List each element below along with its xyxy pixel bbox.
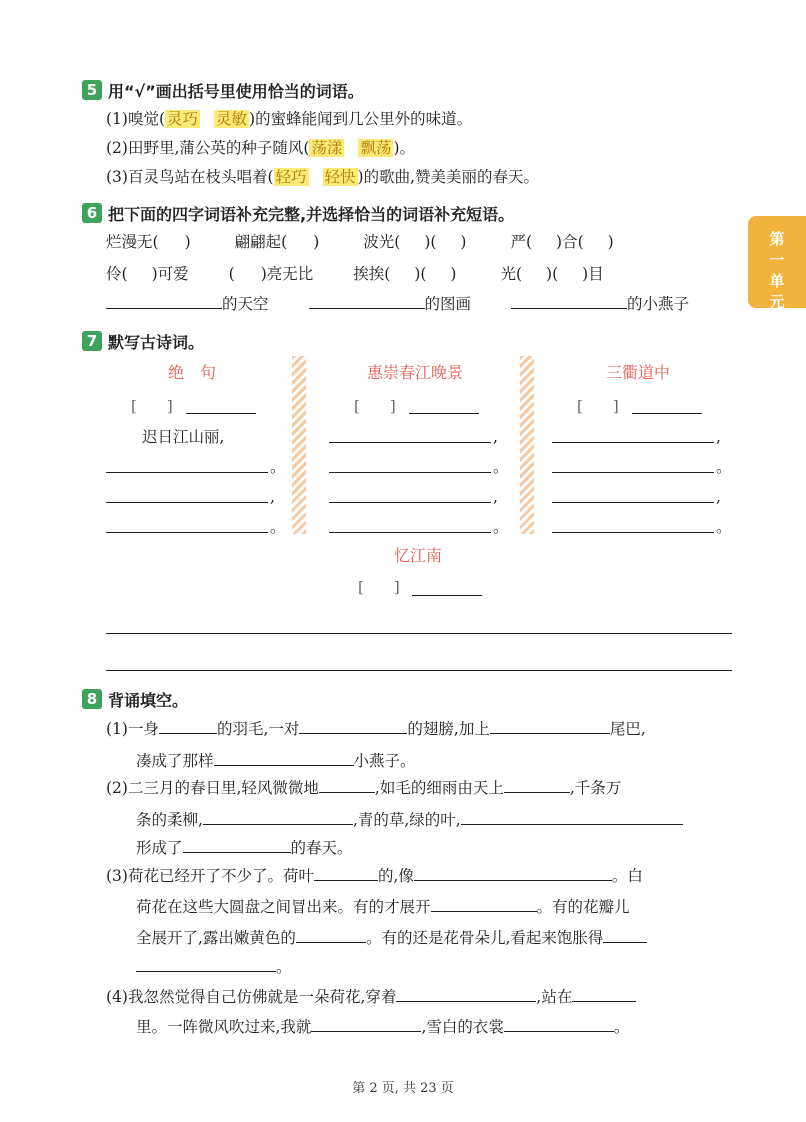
fill-text: (1)一身 (106, 720, 159, 738)
fill-text: 。有的还是花骨朵儿,看起来饱胀得 (365, 929, 604, 947)
punct: 。 (716, 458, 732, 476)
q6-heading (82, 202, 514, 224)
fill-text: 。 (613, 1018, 630, 1036)
fill-text: 。 (276, 958, 292, 976)
q8-p4-line2 (136, 1015, 629, 1039)
punct: , (493, 488, 498, 506)
idiom-part: )( (424, 233, 437, 251)
answer-blank[interactable] (504, 1015, 614, 1032)
q6-phrase-row (106, 292, 689, 316)
dynasty-bracket: [ ] (131, 397, 173, 415)
q7-heading (82, 330, 204, 352)
answer-blank[interactable] (183, 836, 291, 853)
idiom-part: )合( (556, 233, 584, 251)
fill-text: 尾巴, (609, 720, 646, 738)
q8-p1-line2 (136, 749, 416, 773)
dynasty-bracket: [ ] (358, 578, 400, 596)
q5-item-text: )的蜜蜂能闻到几公里外的味道。 (249, 110, 473, 128)
idiom-part: ) (184, 233, 191, 251)
idiom-part: ) (607, 233, 614, 251)
idiom-part: 光( (500, 265, 523, 283)
poem-title: 惠崇春江晚景 (366, 363, 463, 382)
fill-text: (3)荷花已经开了不少了。荷叶 (106, 867, 314, 885)
answer-blank[interactable] (504, 776, 570, 793)
idiom-part: 挨挨( (353, 265, 391, 283)
q6-row-2 (106, 262, 736, 286)
poem-line-blank[interactable] (329, 532, 491, 533)
q5-item-text: (3)百灵鸟站在枝头唱着( (106, 168, 274, 186)
q7-title: 默写古诗词。 (108, 332, 205, 352)
fill-text: 形成了 (136, 839, 183, 857)
q5-option[interactable]: 灵敏 (216, 110, 248, 128)
idiom-part: 烂漫无( (106, 233, 159, 251)
answer-blank[interactable] (431, 895, 537, 912)
fill-text: 的,像 (377, 867, 414, 885)
answer-blank[interactable] (314, 864, 378, 881)
fill-text: 。有的花瓣儿 (536, 898, 630, 916)
idiom-part: )( (546, 265, 559, 283)
q6-title: 把下面的四字词语补充完整,并选择恰当的词语补充短语。 (108, 204, 515, 224)
idiom-part: 翩翩起( (234, 233, 288, 251)
q8-heading (82, 688, 188, 710)
fill-text: ,站在 (536, 988, 573, 1006)
answer-blank[interactable] (319, 776, 375, 793)
idiom-part: 伶( (106, 265, 128, 283)
phrase-text: 的天空 (222, 295, 269, 313)
idiom-part: ( (228, 265, 235, 283)
punct: , (270, 488, 275, 506)
answer-blank[interactable] (414, 864, 612, 881)
q8-p3-line1 (106, 864, 643, 888)
poem-line-blank[interactable] (552, 442, 714, 443)
q5-number: 5 (82, 80, 102, 100)
fill-text: 。白 (611, 867, 643, 885)
author-blank[interactable] (412, 595, 482, 596)
poem-line-blank[interactable] (106, 502, 268, 503)
punct: , (716, 488, 721, 506)
q5-option[interactable]: 飘荡 (360, 139, 392, 157)
idiom-part: )亮无比 (260, 265, 314, 283)
fill-text: 里。一阵微风吹过来,我就 (136, 1018, 312, 1036)
idiom-part: ) (460, 233, 467, 251)
answer-blank[interactable] (203, 808, 353, 825)
q5-title: 用“√”画出括号里使用恰当的词语。 (108, 81, 364, 101)
dynasty-bracket: [ ] (354, 397, 396, 415)
q5-heading (82, 79, 364, 101)
q8-title: 背诵填空。 (108, 690, 189, 710)
q8-p1-line1 (106, 717, 646, 741)
q5-option[interactable]: 灵巧 (167, 110, 199, 128)
answer-blank[interactable] (461, 808, 683, 825)
idiom-part: ) (313, 233, 320, 251)
punct: 。 (493, 518, 509, 536)
fill-text: 的春天。 (290, 839, 353, 857)
answer-blank[interactable] (572, 985, 636, 1002)
fill-text: (2)二三月的春日里,轻风微微地 (106, 779, 319, 797)
q5-item-3 (106, 165, 539, 189)
punct: , (493, 428, 498, 446)
dynasty-bracket: [ ] (577, 397, 619, 415)
idiom-part: )目 (582, 265, 604, 283)
fill-text: 全展开了,露出嫩黄色的 (136, 929, 296, 947)
poem-line-blank[interactable] (552, 532, 714, 533)
phrase-text: 的图画 (424, 295, 472, 313)
unit-tab (748, 216, 806, 311)
q5-option[interactable]: 荡漾 (311, 139, 343, 157)
answer-blank[interactable] (136, 955, 276, 972)
poem-line-blank[interactable] (329, 502, 491, 503)
answer-blank[interactable] (396, 985, 536, 1002)
answer-blank[interactable] (159, 717, 217, 734)
idiom-part: )( (414, 265, 427, 283)
fill-text: 条的柔柳, (136, 811, 203, 829)
unit-tab-char: 一 (769, 251, 785, 269)
q6-row-1 (106, 230, 736, 254)
column-divider (520, 356, 534, 534)
author-blank[interactable] (186, 413, 256, 414)
q5-option[interactable]: 轻快 (324, 168, 356, 186)
q8-p4-line1 (106, 985, 636, 1009)
punct: 。 (270, 458, 286, 476)
column-divider (292, 356, 306, 534)
poem-line-blank[interactable] (106, 472, 268, 473)
q8-p2-line3 (136, 836, 353, 860)
punct: , (716, 428, 721, 446)
phrase-text: 的小燕子 (627, 295, 690, 313)
fill-text: ,千条万 (569, 779, 622, 797)
answer-blank[interactable] (106, 292, 222, 309)
poem-line-blank[interactable] (329, 472, 491, 473)
q5-item-1 (106, 107, 472, 131)
q5-item-2 (106, 136, 415, 160)
q8-p2-line1 (106, 776, 621, 800)
page-footer: 第 2 页, 共 23 页 (352, 1081, 454, 1096)
poem-line-blank[interactable] (552, 502, 714, 503)
answer-blank[interactable] (511, 292, 627, 309)
poem-first-line: 迟日江山丽, (142, 428, 225, 446)
author-blank[interactable] (409, 413, 479, 414)
poem-title: 三衢道中 (605, 363, 670, 382)
q5-item-text: )的歌曲,赞美美丽的春天。 (357, 168, 540, 186)
q5-item-text: (2)田野里,蒲公英的种子随风( (106, 139, 310, 157)
fill-text: 凑成了那样 (136, 752, 214, 770)
answer-blank[interactable] (309, 292, 425, 309)
fill-text: ,雪白的衣裳 (421, 1018, 504, 1036)
fill-text: ,青的草,绿的叶, (352, 811, 461, 829)
fill-text: (4)我忽然觉得自己仿佛就是一朵荷花,穿着 (106, 988, 397, 1006)
poem-title: 忆江南 (393, 546, 442, 565)
answer-blank[interactable] (603, 926, 647, 943)
poem-line-blank[interactable] (552, 472, 714, 473)
answer-blank[interactable] (214, 749, 354, 766)
q8-p2-line2 (136, 808, 683, 832)
poem-line-blank[interactable] (106, 670, 732, 671)
punct: 。 (493, 458, 509, 476)
q7-number: 7 (82, 331, 102, 351)
q8-number: 8 (82, 689, 102, 709)
author-blank[interactable] (632, 413, 702, 414)
poem-line-blank[interactable] (106, 532, 268, 533)
fill-text: 的翅膀,加上 (407, 720, 490, 738)
poem-title: 绝 句 (167, 363, 216, 382)
punct: 。 (716, 518, 732, 536)
fill-text: ,如毛的细雨由天上 (374, 779, 504, 797)
q5-item-text: (1)嗅觉( (106, 110, 166, 128)
answer-blank[interactable] (299, 717, 407, 734)
q6-number: 6 (82, 203, 102, 223)
answer-blank[interactable] (296, 926, 366, 943)
answer-blank[interactable] (311, 1015, 421, 1032)
idiom-part: 严( (510, 233, 533, 251)
q8-p3-line3 (136, 926, 647, 950)
answer-blank[interactable] (490, 717, 610, 734)
fill-text: 荷花在这些大圆盘之间冒出来。有的才展开 (136, 898, 431, 916)
fill-text: 的羽毛,一对 (216, 720, 300, 738)
q8-p3-line4 (136, 955, 292, 979)
idiom-part: ) (450, 265, 457, 283)
q5-option[interactable]: 轻巧 (275, 168, 307, 186)
fill-text: 小燕子。 (353, 752, 416, 770)
unit-tab-char: 元 (769, 293, 785, 311)
poem-line-blank[interactable] (106, 633, 732, 634)
q5-item-text: )。 (393, 139, 416, 157)
idiom-part: )可爱 (151, 265, 189, 283)
poem-line-blank[interactable] (329, 442, 491, 443)
unit-tab-char: 单 (769, 272, 785, 290)
q8-p3-line2 (136, 895, 630, 919)
idiom-part: 波光( (363, 233, 401, 251)
unit-tab-char: 第 (769, 230, 785, 248)
punct: 。 (270, 518, 286, 536)
